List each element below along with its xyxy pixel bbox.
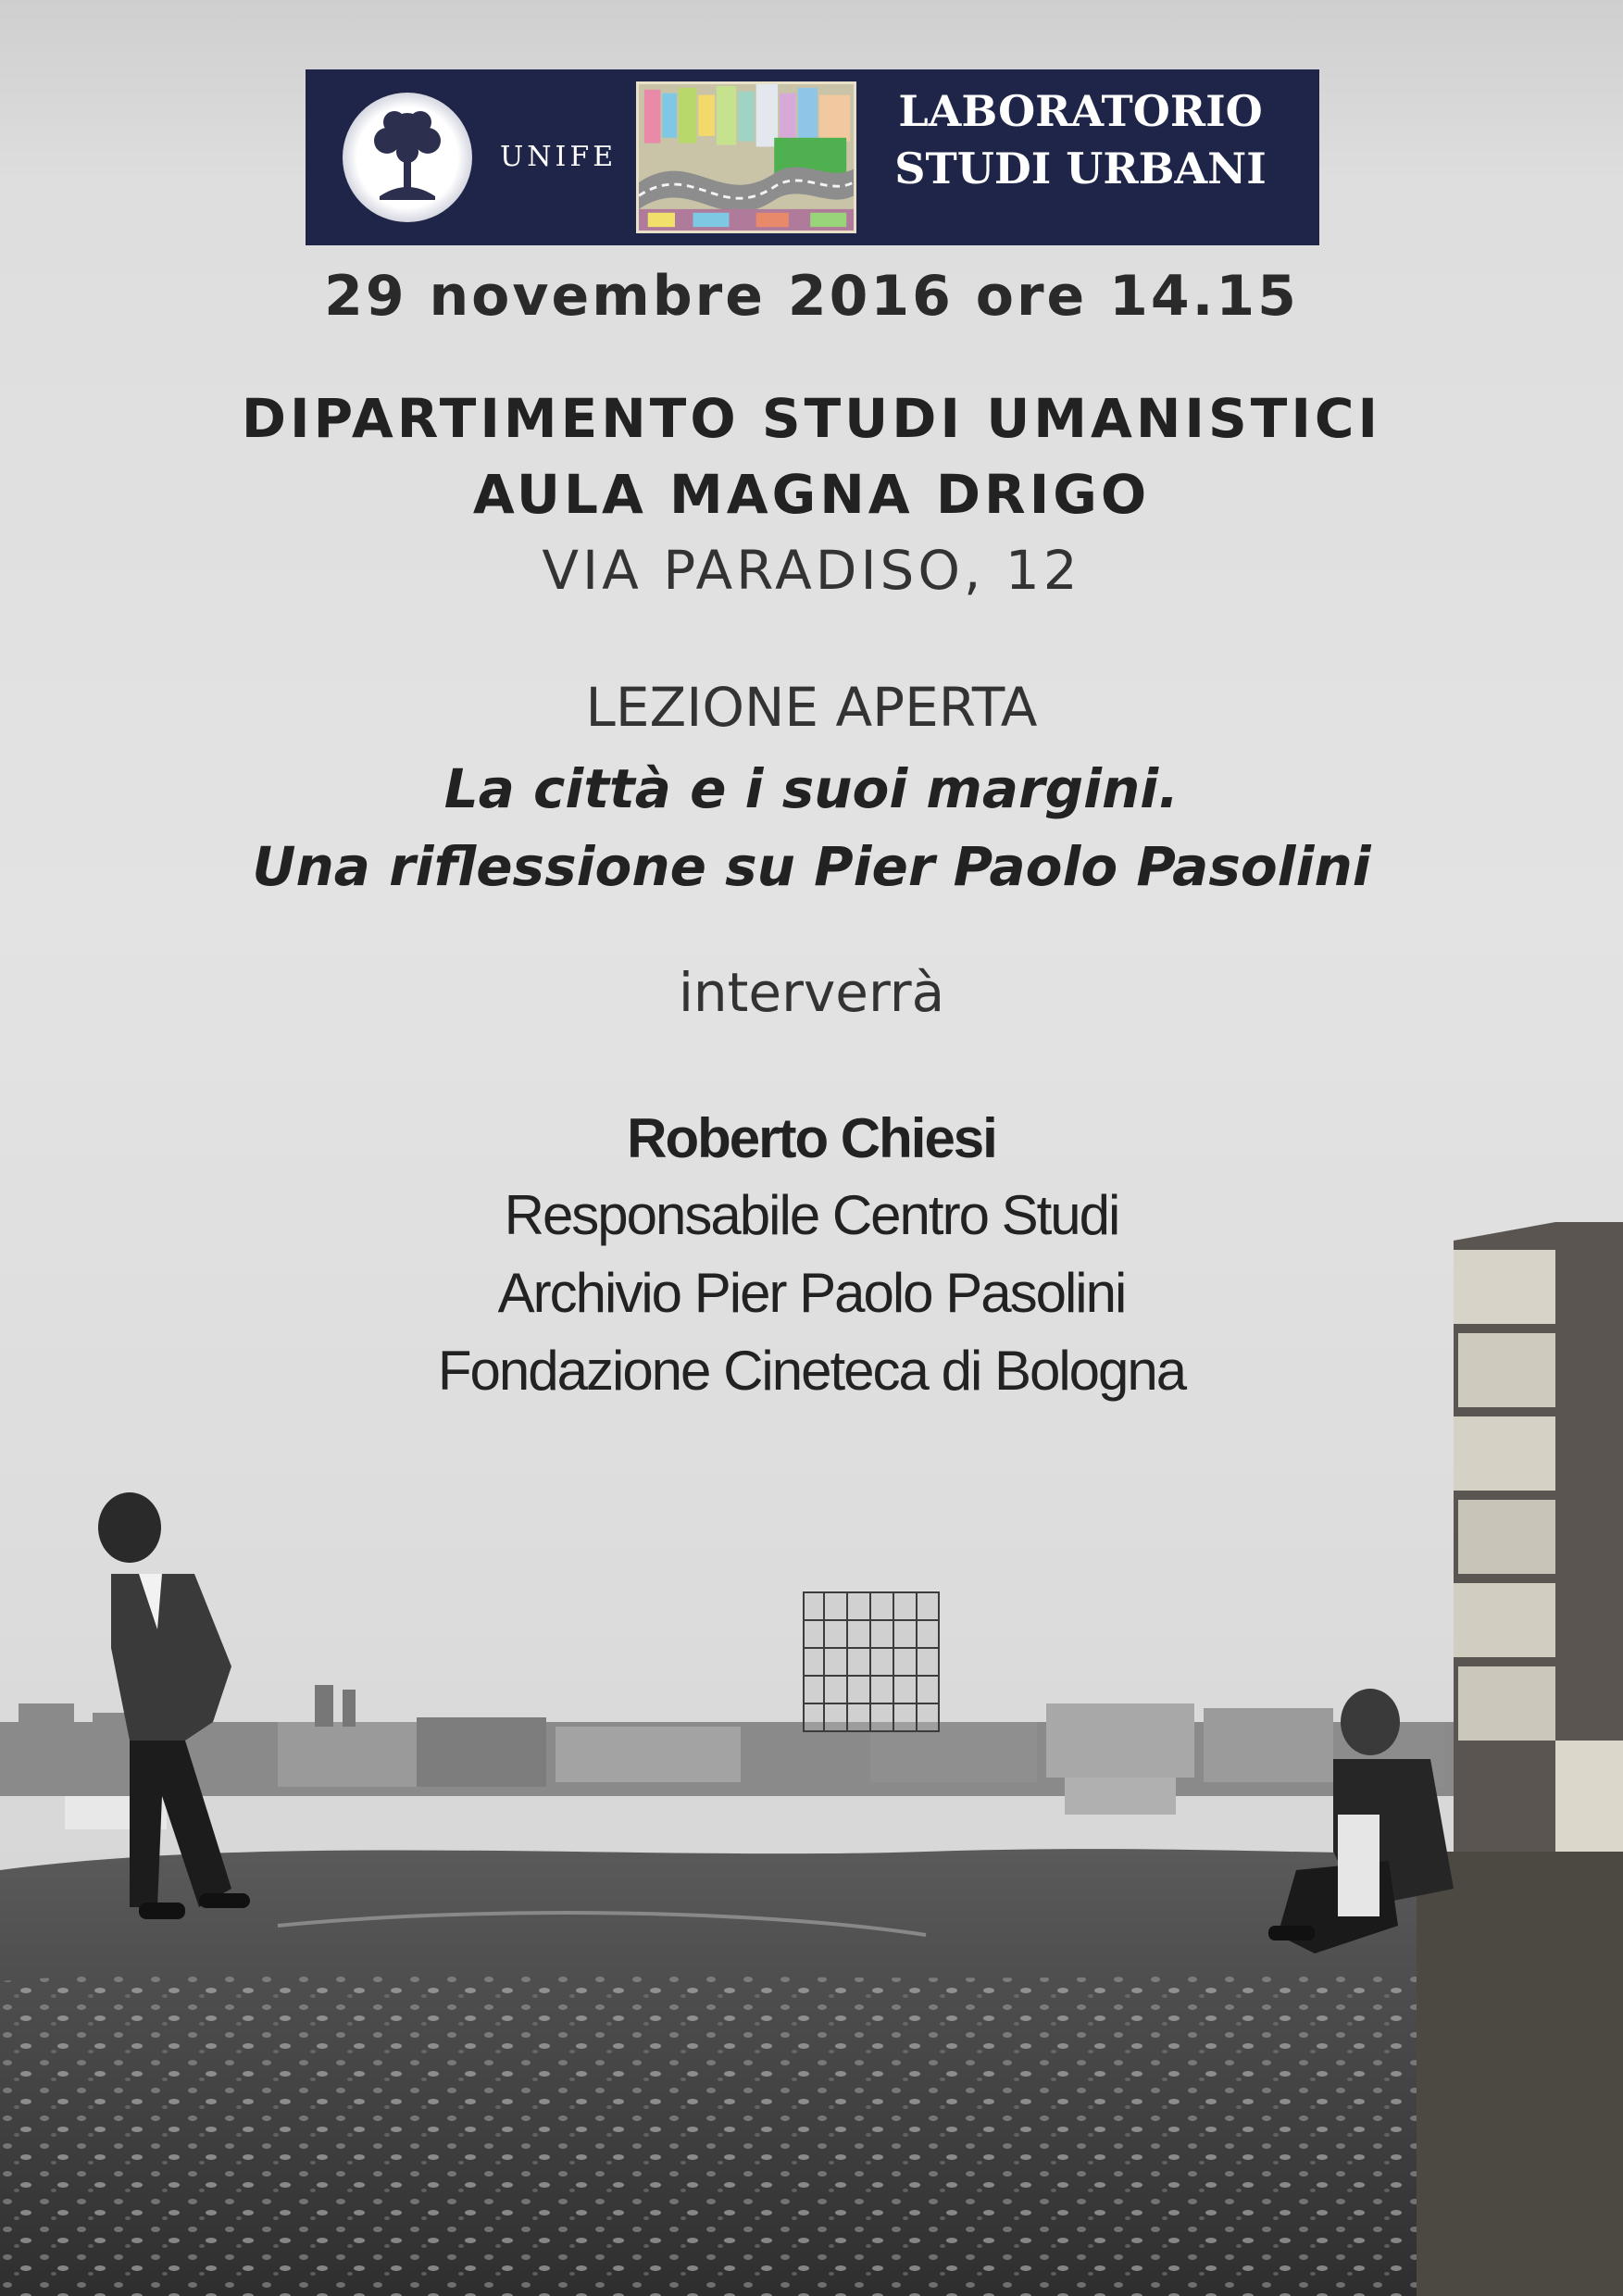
event-type: LEZIONE APERTA [585, 676, 1038, 739]
address: VIA PARADISO, 12 [542, 539, 1081, 602]
speaker-name: Roberto Chiesi [627, 1107, 996, 1169]
city-illustration [636, 81, 856, 233]
speaker-role-line3: Fondazione Cineteca di Bologna [437, 1340, 1186, 1402]
department: DIPARTIMENTO STUDI UMANISTICI [241, 387, 1382, 450]
lab-title-line1: LABORATORIO [898, 86, 1263, 136]
lecture-title-line1: La città e i suoi margini. [443, 757, 1180, 820]
header-banner [306, 69, 1319, 245]
unife-label: UNIFE [500, 141, 618, 173]
room: AULA MAGNA DRIGO [472, 463, 1151, 526]
lab-title [854, 82, 1307, 197]
tree-icon [361, 104, 454, 211]
speaker-role-line2: Archivio Pier Paolo Pasolini [497, 1262, 1126, 1324]
speaker-role-line1: Responsabile Centro Studi [504, 1184, 1119, 1246]
lab-title-line2: STUDI URBANI [894, 144, 1267, 193]
event-date: 29 novembre 2016 ore 14.15 [324, 264, 1299, 329]
speaker-intro: interverrà [678, 961, 945, 1024]
lecture-title-line2: Una riflessione su Pier Paolo Pasolini [252, 835, 1371, 898]
unife-logo [343, 93, 618, 222]
